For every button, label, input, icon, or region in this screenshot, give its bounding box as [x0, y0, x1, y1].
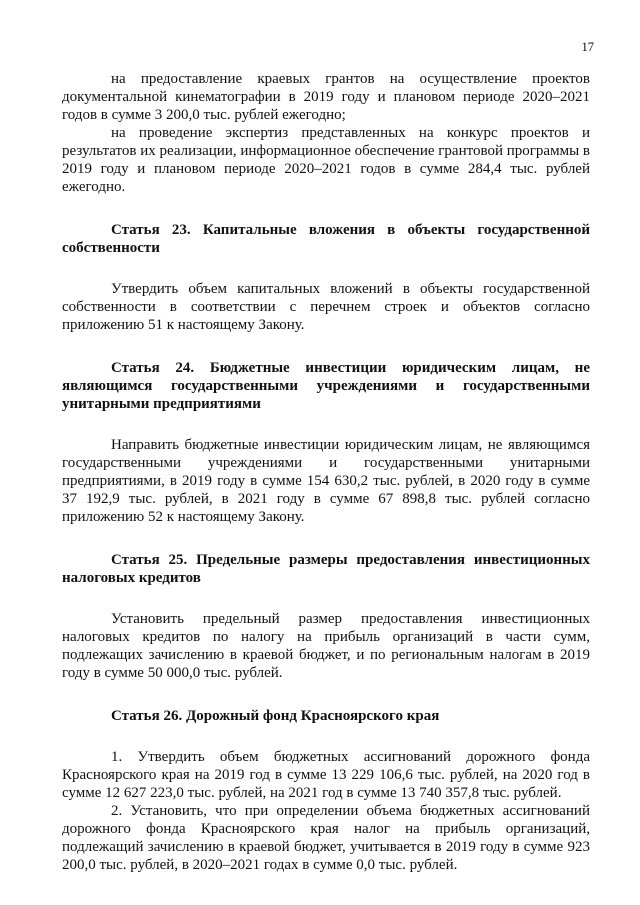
article-24 [62, 359, 590, 526]
article-23 [62, 221, 590, 334]
article-26-title: Статья 26. Дорожный фонд Красноярского края [111, 708, 440, 724]
page-number: 17 [581, 40, 594, 54]
intro-block [62, 70, 590, 196]
intro-paragraph-1: на предоставление краевых грантов на осуществление проектов документальной кинематографии в 2019 году и плановом периоде 2020–2021 годов в сумме 3 200,0 тыс. рублей ежегодно; [62, 71, 590, 123]
article-26-paragraph-2: 2. Установить, что при определении объема бюджетных ассигнований дорожного фонда Красноярского края налог на прибыль организаций, подлежащий зачислению в краевой бюджет, учитывается в 2019 году в сумме 923 200,0 тыс. рублей, в 2020–2021 годах в сумме 0,0 тыс. рублей. [62, 803, 590, 873]
article-23-paragraph-1: Утвердить объем капитальных вложений в объекты государственной собственности в соответствии с перечнем строек и объектов согласно приложению 51 к настоящему Закону. [62, 281, 590, 333]
article-25-paragraph-1: Установить предельный размер предоставления инвестиционных налоговых кредитов по налогу на прибыль организаций в части сумм, подлежащих зачислению в краевой бюджет, и по региональным налогам в 2019 году в сумме 50 000,0 тыс. рублей. [62, 611, 590, 681]
intro-paragraph-2: на проведение экспертиз представленных на конкурс проектов и результатов их реализации, информационное обеспечение грантовой программы в 2019 году и плановом периоде 2020–2021 годов в сумме 284,4 тыс. рублей ежегодно. [62, 125, 590, 195]
article-24-title: Статья 24. Бюджетные инвестиции юридическим лицам, не являющимся государственными учреждениями и государственными унитарными предприятиями [62, 360, 590, 412]
article-26 [62, 707, 590, 874]
article-26-paragraph-1: 1. Утвердить объем бюджетных ассигнований дорожного фонда Красноярского края на 2019 год в сумме 13 229 106,6 тыс. рублей, на 2020 год в сумме 12 627 223,0 тыс. рублей, на 2021 год в сумме 13 740 357,8 тыс. рублей. [62, 749, 590, 801]
article-23-title: Статья 23. Капитальные вложения в объекты государственной собственности [62, 222, 590, 256]
article-24-paragraph-1: Направить бюджетные инвестиции юридическим лицам, не являющимся государственными учреждениями и государственными унитарными предприятиями, в 2019 году в сумме 154 630,2 тыс. рублей, в 2020 году в сумме 37 192,9 тыс. рублей, в 2021 году в сумме 67 898,8 тыс. рублей согласно приложению 52 к настоящему Закону. [62, 437, 590, 525]
article-25-title: Статья 25. Предельные размеры предоставления инвестиционных налоговых кредитов [62, 552, 590, 586]
article-25 [62, 551, 590, 682]
